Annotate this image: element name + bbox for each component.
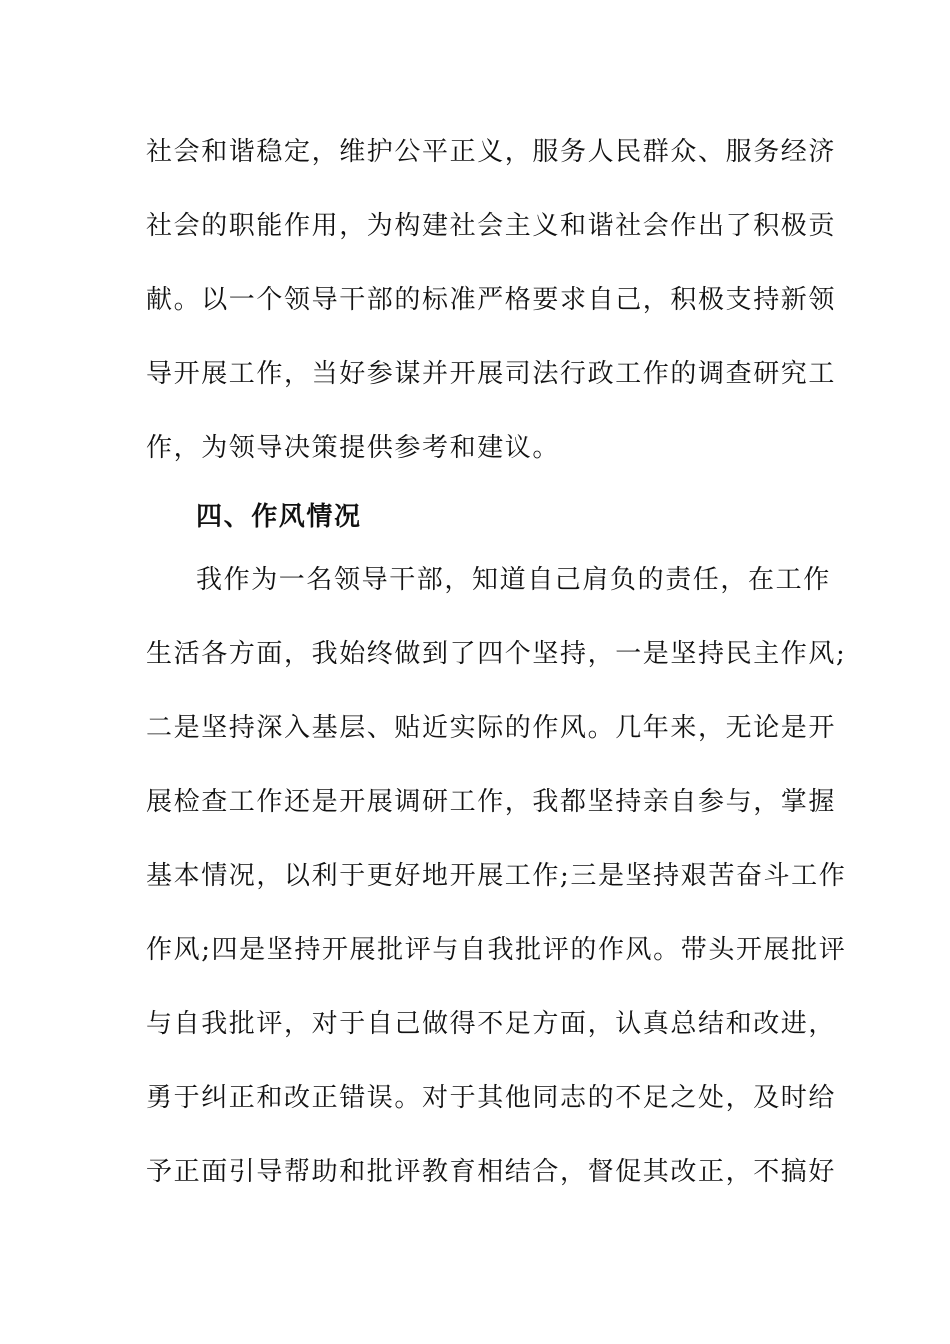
section-heading: 四、作风情况 (196, 502, 362, 532)
paragraph-line: 与自我批评，对于自己做得不足方面，认真总结和改进， (146, 1009, 837, 1039)
paragraph-line: 作，为领导决策提供参考和建议。 (146, 433, 561, 463)
paragraph-line: 二是坚持深入基层、贴近实际的作风。几年来，无论是开 (146, 713, 837, 743)
paragraph-line: 展检查工作还是开展调研工作，我都坚持亲自参与，掌握 (146, 787, 837, 817)
paragraph-line: 勇于纠正和改正错误。对于其他同志的不足之处，及时给 (146, 1083, 837, 1113)
paragraph-line: 社会的职能作用，为构建社会主义和谐社会作出了积极贡 (146, 211, 837, 241)
paragraph-line: 献。以一个领导干部的标准严格要求自己，积极支持新领 (146, 285, 837, 315)
paragraph-line: 生活各方面，我始终做到了四个坚持，一是坚持民主作风; (146, 639, 847, 669)
paragraph-line: 基本情况，以利于更好地开展工作;三是坚持艰苦奋斗工作 (146, 861, 847, 891)
paragraph-line: 社会和谐稳定，维护公平正义，服务人民群众、服务经济 (146, 137, 837, 167)
paragraph-line: 作风;四是坚持开展批评与自我批评的作风。带头开展批评 (146, 935, 847, 965)
paragraph-line: 予正面引导帮助和批评教育相结合，督促其改正，不搞好 (146, 1157, 837, 1187)
paragraph-line: 我作为一名领导干部，知道自己肩负的责任，在工作 (196, 565, 831, 595)
paragraph-line: 导开展工作，当好参谋并开展司法行政工作的调查研究工 (146, 359, 837, 389)
